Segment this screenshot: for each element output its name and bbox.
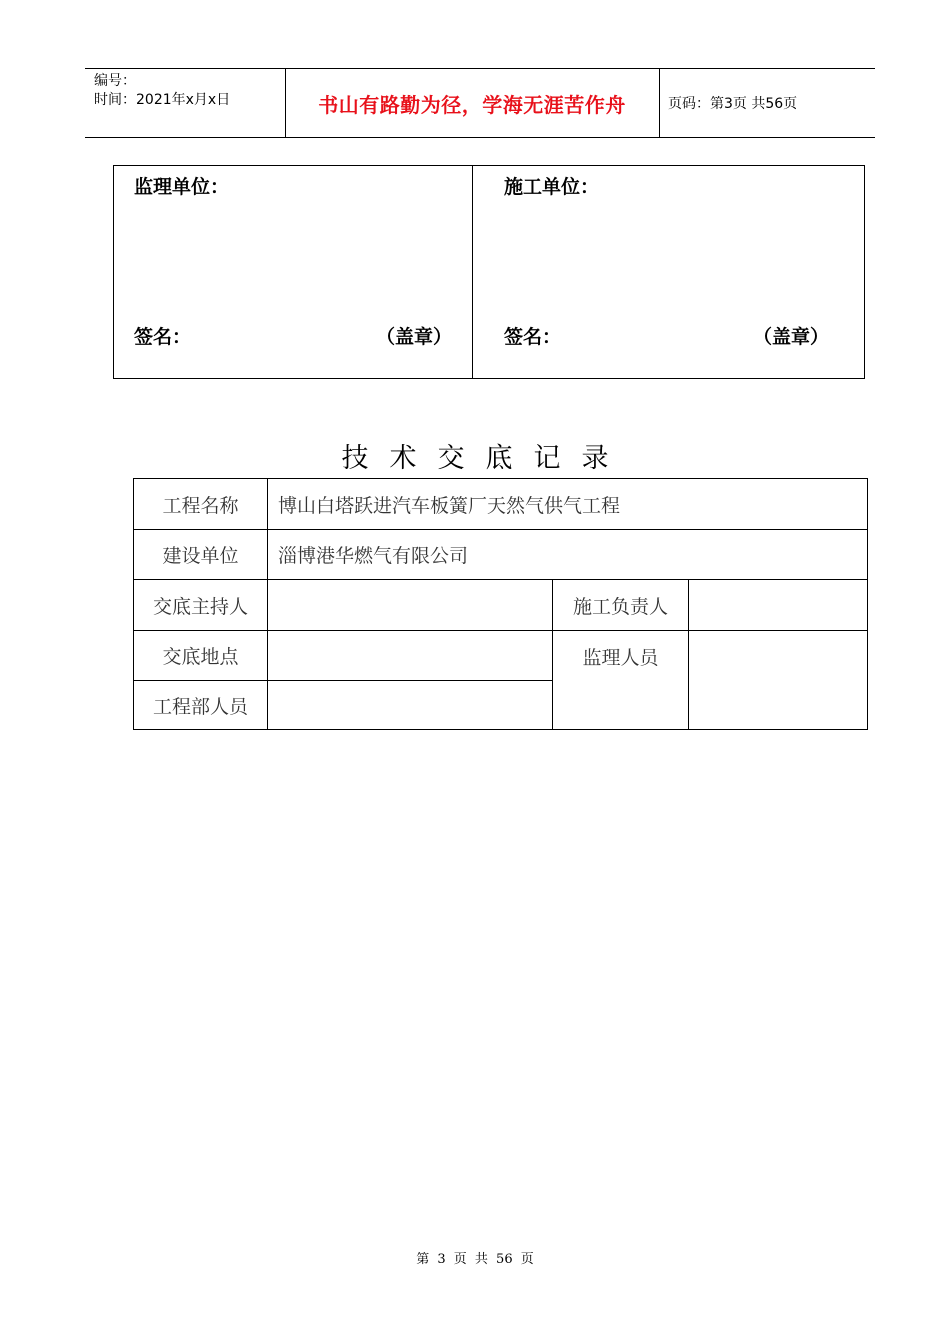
staff-label: 工程部人员 [134, 681, 268, 729]
supervisor-value [689, 631, 867, 729]
number-label: 编号： [94, 73, 136, 89]
supervision-seal-label: （盖章） [376, 326, 453, 348]
location-value [268, 631, 553, 681]
supervision-unit-label: 监理单位： [134, 176, 230, 198]
header-page-cell [660, 69, 875, 137]
leader-label: 施工负责人 [553, 580, 689, 631]
page-number: 页码：第3页 共56页 [668, 96, 798, 112]
record-table [133, 478, 868, 730]
staff-value [268, 681, 553, 729]
motto-text: 书山有路勤为径，学海无涯苦作舟 [318, 92, 626, 117]
construction-unit-label: 施工单位： [504, 176, 600, 198]
header-meta [85, 69, 286, 137]
construction-sign-label: 签名： [504, 326, 562, 348]
supervision-sign-label: 签名： [134, 326, 192, 348]
leader-value [689, 580, 867, 631]
date-label: 时间：2021年x月x日 [94, 92, 231, 108]
host-label: 交底主持人 [134, 580, 268, 631]
supervision-cell [114, 166, 473, 378]
builder-value: 淄博港华燃气有限公司 [268, 530, 867, 580]
construction-seal-label: （盖章） [753, 326, 830, 348]
construction-cell [473, 166, 864, 378]
page-footer: 第 3 页 共 56 页 [416, 1252, 534, 1267]
project-name-value: 博山白塔跃进汽车板簧厂天然气供气工程 [268, 479, 867, 530]
builder-label: 建设单位 [134, 530, 268, 580]
location-label: 交底地点 [134, 631, 268, 681]
project-name-label: 工程名称 [134, 479, 268, 530]
record-title: 技术交底记录 [341, 443, 630, 474]
host-value [268, 580, 553, 631]
supervisor-label: 监理人员 [553, 631, 689, 729]
page-header [85, 68, 875, 138]
header-motto-cell [285, 69, 660, 137]
signature-box [113, 165, 865, 379]
